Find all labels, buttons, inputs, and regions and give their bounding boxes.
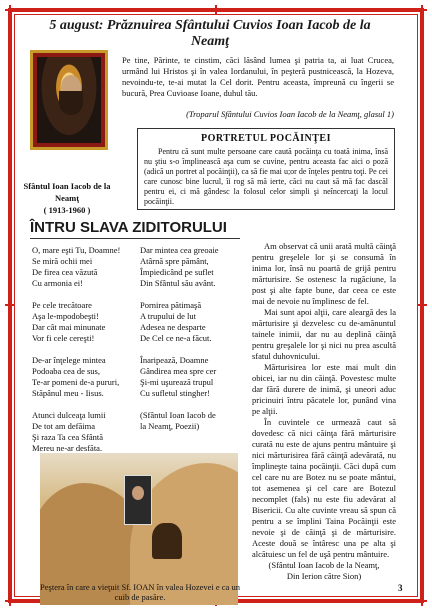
article-paragraph: În cuvintele ce urmează caut să dovedesc că nici căinţa fără mărturisire curată nu este de ajuns pentru mântuire şi nici mărturisirea fără căinţă adevărată, nu împlineşte taina pocăinţii. Căci după cum cel care nu are Botez nu se poate mântui, tot asemenea şi cel care are Botezul necomplet (fals) nu este fiu adevărat al Bisericii. Cu alte cuvinte vreau să spun că pentru a se împlini Taina Pocăinţii este nevoie şi de căinţă şi de mărturisire. Aceste două se întâresc una pe alta şi alcătuiesc un fel de uşă pentru mântuire. (252, 417, 396, 559)
poem-line: Se miră ochii mei (32, 256, 93, 266)
cross-ornament-icon (5, 596, 15, 606)
poem-column-left (32, 245, 132, 465)
divider (30, 238, 240, 239)
poem-line: Dar mintea cea greoaie (140, 245, 219, 255)
poem-stanza (140, 245, 244, 289)
poem-line: Înaripează, Doamne (140, 355, 209, 365)
poem-line: Pe cele trecătoare (32, 300, 92, 310)
poem-stanza (32, 410, 132, 454)
poem-stanza (32, 245, 132, 289)
poem-line: Vor fi cele cereşti! (32, 333, 95, 343)
poem-stanza (32, 300, 132, 344)
poem-line: Aşa le-mpodobeşti! (32, 311, 99, 321)
troparion-source: (Troparul Sfântului Cuvios Ioan Iacob de la Neamţ, glasul 1) (186, 109, 394, 119)
icon-caption (18, 180, 116, 216)
portret-title: PORTRETUL POCĂINŢEI (200, 133, 331, 144)
portret-box (137, 128, 395, 210)
poem-heading: ÎNTRU SLAVA ZIDITORULUI (30, 219, 227, 236)
cross-ornament-icon (5, 300, 15, 310)
poem-line: Mereu ne-ar desfăta. (32, 443, 103, 453)
saint-icon-image (30, 50, 108, 150)
icon-caption-years: ( 1913-1960 ) (43, 205, 91, 215)
poem-line: Cu armonia ei! (32, 278, 83, 288)
article-signature-line1: (Sfântul Ioan Iacob de la Neamţ, (268, 560, 380, 570)
cross-ornament-icon (211, 5, 221, 15)
poem-column-right (140, 245, 244, 443)
poem-line: Dar cât mai minunate (32, 322, 106, 332)
poem-line: Din Sfântul său avânt. (140, 278, 216, 288)
article-paragraph: Mai sunt apoi alţii, care aleargă des la mărturisire şi dezvelesc cu de-amănuntul tainele inimii, dar nu au deplină căinţă pentru greşalele lor şi nici nu prea ascultă sfatul duhovnicului. (252, 307, 396, 361)
cross-ornament-icon (5, 5, 15, 15)
poem-line: Atunci dulceaţa lumii (32, 410, 106, 420)
poem-line: (Sfântul Ioan Iacob de (140, 410, 216, 420)
article-paragraph: Am observat că unii arată multă căinţă pentru greşelele lor şi se consumă în inima lor, însă nu poartă de grijă pentru mărturisire. Se ostenesc la rugăciune, la post şi alte fapte bune, dar ceea ce este mai de nevoie nu împlinesc de fel. (252, 241, 396, 306)
article-signature-line2: Din Ierion către Sion) (286, 571, 362, 581)
poem-line: De Cel ce ne-a făcut. (140, 333, 212, 343)
poem-line: Şi raza Ta cea Sfântă (32, 432, 103, 442)
poem-line: Te-ar pomeni de-a pururi, (32, 377, 120, 387)
cross-ornament-icon (417, 300, 427, 310)
cross-ornament-icon (417, 596, 427, 606)
article-paragraph: Mărturisirea lor este mai mult din obicei, iar nu din căinţă. Povestesc multe dar fără durere de inimă, şi uneori aduc pricinuiri întru păcatele lor, punând vina pe alţii. (252, 362, 396, 416)
poem-line: Cu sufletul stingher! (140, 388, 210, 398)
poem-stanza (140, 300, 244, 344)
portret-text: Pentru că sunt multe persoane care caută pocăinţa cu toată inima, însă nu ştiu s-o împlinească aşa cum se cuvine, pentru aceasta fac aici o poză (adică un portret al pocăinţii), ca să fie mai u;or de înţeles pentru toţi. Pe cei care cunosc bine lucrul, îi rog să mă ierte, căci nu caut să mă fac dascăl pentru ei, ci mă gândesc la folosul celor simpli şi neîncercaţi la locul pocăinţii. (144, 147, 388, 206)
poem-line: Împiedicând pe suflet (140, 267, 214, 277)
poem-line: Podoaba cea de sus, (32, 366, 100, 376)
poem-line: Pornirea pătimaşă (140, 300, 202, 310)
troparion-text: Pe tine, Părinte, te cinstim, căci lăsând lumea şi patria ta, ai luat Crucea, urmând lui Hristos şi în valea Iordanului, în peşteră pustnicească, la Hozeva, nevoindu-te, te-ai mutat la Cel dorit. Pentru aceasta, împreună cu îngerii se bucură, Prea Cuvioase Ioane, duhul tău. (122, 55, 394, 98)
icon-caption-name: Sfântul Ioan Iacob de la Neamţ (23, 181, 111, 203)
poem-stanza (140, 410, 244, 432)
poem-line: De tot am defăima (32, 421, 96, 431)
poem-line: Stăpânul meu - Iisus. (32, 388, 104, 398)
cross-ornament-icon (417, 5, 427, 15)
poem-line: A trupului de lut (140, 311, 196, 321)
poem-line: De firea cea văzută (32, 267, 98, 277)
poem-stanza (32, 355, 132, 399)
poem-line: O, mare eşti Tu, Doamne! (32, 245, 121, 255)
article-column (252, 241, 396, 582)
page-number: 3 (398, 583, 403, 593)
poem-stanza (140, 355, 244, 399)
poem-line: Şi-mi uşurează trupul (140, 377, 214, 387)
poem-line: De-ar înţelege mintea (32, 355, 106, 365)
poem-line: la Neamţ, Poezii) (140, 421, 200, 431)
photo-caption: Peştera în care a vieţuit Sf. IOAN în valea Hozevei e ca un cuib de pasăre. (40, 582, 240, 602)
poem-line: Atârnă spre pământ, (140, 256, 209, 266)
poem-line: Adesea ne desparte (140, 322, 206, 332)
poem-line: Gândirea mea spre cer (140, 366, 217, 376)
page-title: 5 august: Prăznuirea Sfântului Cuvios Ioan Iacob de la Neamţ (49, 18, 371, 49)
